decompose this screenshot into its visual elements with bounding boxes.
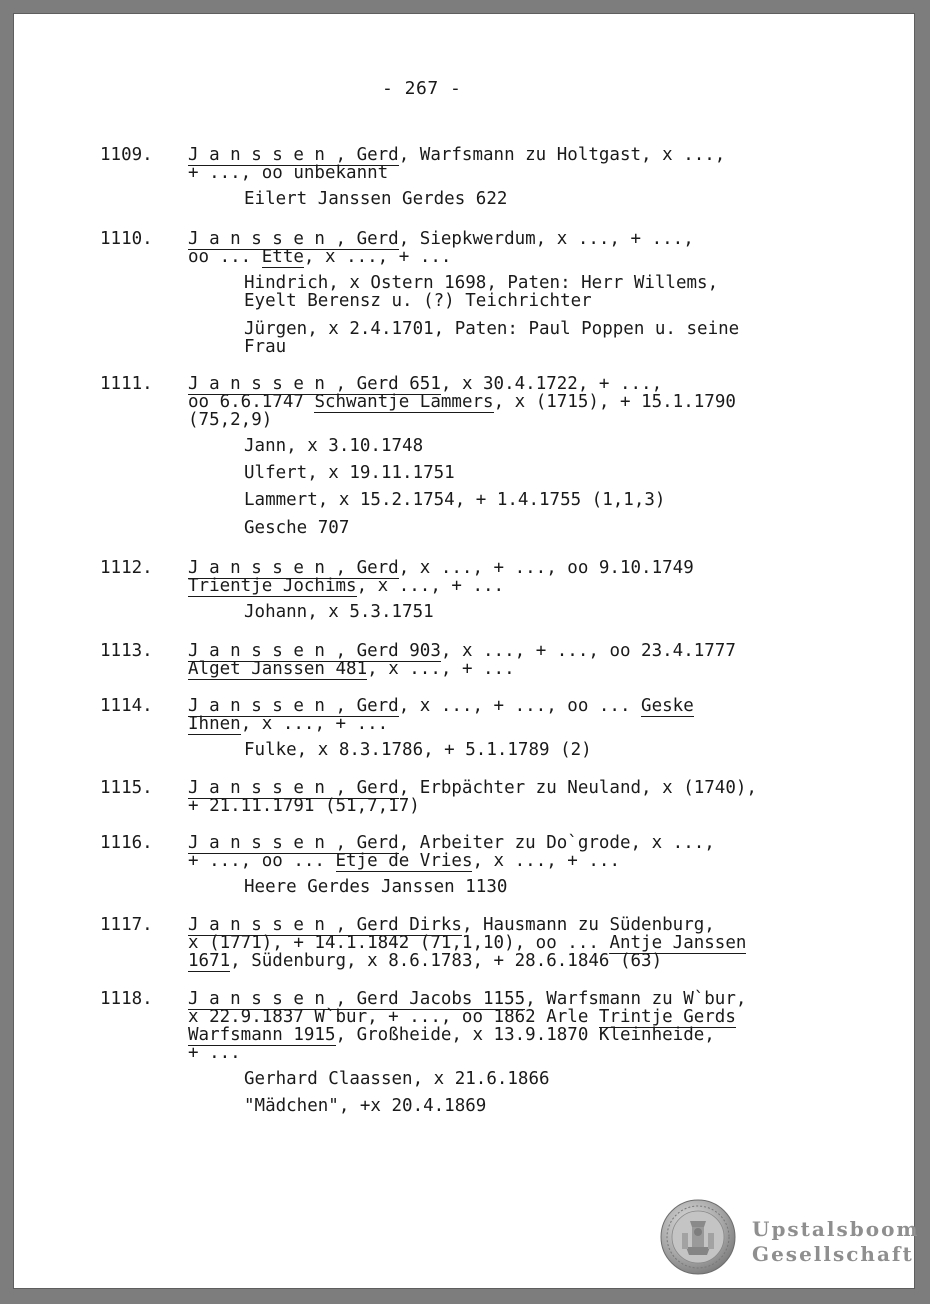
entry-number: 1112. (100, 558, 153, 578)
person-name: J a n s s e n , Gerd 651 (188, 374, 441, 394)
entry-text: , Großheide, x 13.9.1870 Kleinheide, (335, 1025, 715, 1045)
person-name: J a n s s e n , Gerd Jacobs 1155 (188, 989, 526, 1009)
entry-text: + ..., oo unbekannt (188, 163, 389, 183)
entry-line (188, 952, 662, 971)
child-record: Fulke, x 8.3.1786, + 5.1.1789 (2) (244, 740, 592, 760)
entry-text: , x ..., + ... (303, 247, 452, 267)
entry-text: x (1771), + 14.1.1842 (71,1,10), oo ... (188, 933, 610, 953)
child-record: Jürgen, x 2.4.1701, Paten: Paul Poppen u. seine (244, 319, 740, 339)
person-name: J a n s s e n , Gerd (188, 558, 399, 578)
entry-line (188, 797, 420, 816)
person-name: J a n s s e n , Gerd (188, 696, 399, 716)
child-record: Eyelt Berensz u. (?) Teichrichter (244, 291, 592, 311)
entry-number: 1110. (100, 229, 153, 249)
entry-line (188, 577, 504, 596)
entry-text: , x ..., + ... (472, 851, 620, 871)
entry-text: + 21.11.1791 (51,7,17) (188, 796, 420, 816)
child-record: Lammert, x 15.2.1754, + 1.4.1755 (1,1,3) (244, 490, 666, 510)
entry-text: , Südenburg, x 8.6.1783, + 28.6.1846 (63) (230, 951, 663, 971)
child-record: Jann, x 3.10.1748 (244, 436, 424, 456)
brand-line-2: Gesellschaft (752, 1242, 914, 1266)
entry-number: 1116. (100, 833, 153, 853)
person-name: J a n s s e n , Gerd (188, 145, 399, 165)
entry-text: , x ..., + ... (367, 659, 515, 679)
child-record: Frau (244, 337, 287, 357)
entry-line (188, 248, 451, 267)
person-name: J a n s s e n , Gerd 903 (188, 641, 441, 661)
entry-text: , x ..., + ... (356, 576, 505, 596)
document-page (14, 14, 920, 1288)
spouse-name: Ette (261, 247, 304, 267)
entry-text: , x ..., + ... (240, 714, 389, 734)
person-name: J a n s s e n , Gerd Dirks (188, 915, 462, 935)
entry-line: (75,2,9) (188, 410, 273, 430)
brand-line-1: Upstalsboom (752, 1217, 920, 1241)
person-name: J a n s s e n , Gerd (188, 778, 399, 798)
entry-number: 1118. (100, 989, 153, 1009)
child-record: Eilert Janssen Gerdes 622 (244, 189, 508, 209)
entry-line: + ... (188, 1043, 241, 1063)
entry-text: , x ..., + ..., oo 9.10.1749 (398, 558, 694, 578)
entry-text: , Erbpächter zu Neuland, x (1740), (398, 778, 757, 798)
child-record: Heere Gerdes Janssen 1130 (244, 877, 508, 897)
society-seal-logo (660, 1199, 736, 1275)
spouse-name: Trintje Gerds (598, 1007, 736, 1027)
child-record: Hindrich, x Ostern 1698, Paten: Herr Willems, (244, 273, 719, 293)
spouse-name: Geske (641, 696, 694, 716)
entry-text: , x (1715), + 15.1.1790 (493, 392, 736, 412)
entry-text: , Warfsmann zu W`bur, (525, 989, 747, 1009)
spouse-name: Alget Janssen 481 (188, 659, 368, 679)
entry-text: , x ..., + ..., oo 23.4.1777 (440, 641, 736, 661)
child-record: Gerhard Claassen, x 21.6.1866 (244, 1069, 550, 1089)
person-name: J a n s s e n , Gerd (188, 229, 399, 249)
society-wordmark (752, 1217, 920, 1267)
entry-line (188, 852, 620, 871)
child-record: Gesche 707 (244, 518, 350, 538)
child-record: "Mädchen", +x 20.4.1869 (244, 1096, 487, 1116)
entry-number: 1109. (100, 145, 153, 165)
entry-number: 1111. (100, 374, 153, 394)
entry-text: , x ..., + ..., oo ... (398, 696, 642, 716)
entry-text: + ..., oo ... (188, 851, 336, 871)
spouse-name: Ihnen (188, 714, 241, 734)
spouse-name: Trientje Jochims (188, 576, 357, 596)
entry-text: , Siepkwerdum, x ..., + ..., (398, 229, 694, 249)
entry-text: , Hausmann zu Südenburg, (461, 915, 715, 935)
child-record: Ulfert, x 19.11.1751 (244, 463, 455, 483)
entry-line (188, 715, 388, 734)
entry-text: , Warfsmann zu Holtgast, x ..., (398, 145, 726, 165)
entry-number: 1115. (100, 778, 153, 798)
person-name: J a n s s e n , Gerd (188, 833, 399, 853)
spouse-name: Antje Janssen (609, 933, 747, 953)
entry-number: 1117. (100, 915, 153, 935)
entry-number: 1113. (100, 641, 153, 661)
spouse-name: 1671 (188, 951, 231, 971)
spouse-name: Schwantje Lammers (314, 392, 494, 412)
entry-number: 1114. (100, 696, 153, 716)
entry-text: x 22.9.1837 W`bur, + ..., oo 1862 Arle (188, 1007, 599, 1027)
spouse-name: Warfsmann 1915 (188, 1025, 336, 1045)
entry-text: , Arbeiter zu Do`grode, x ..., (398, 833, 715, 853)
child-record: Johann, x 5.3.1751 (244, 602, 434, 622)
page-number: - 267 - (382, 78, 462, 99)
entry-text: oo 6.6.1747 (188, 392, 315, 412)
spouse-name: Etje de Vries (335, 851, 473, 871)
entry-line (188, 660, 515, 679)
entry-line (188, 164, 388, 183)
entry-text: oo ... (188, 247, 262, 267)
entry-text: , x 30.4.1722, + ..., (440, 374, 663, 394)
entry-line (188, 1026, 715, 1045)
